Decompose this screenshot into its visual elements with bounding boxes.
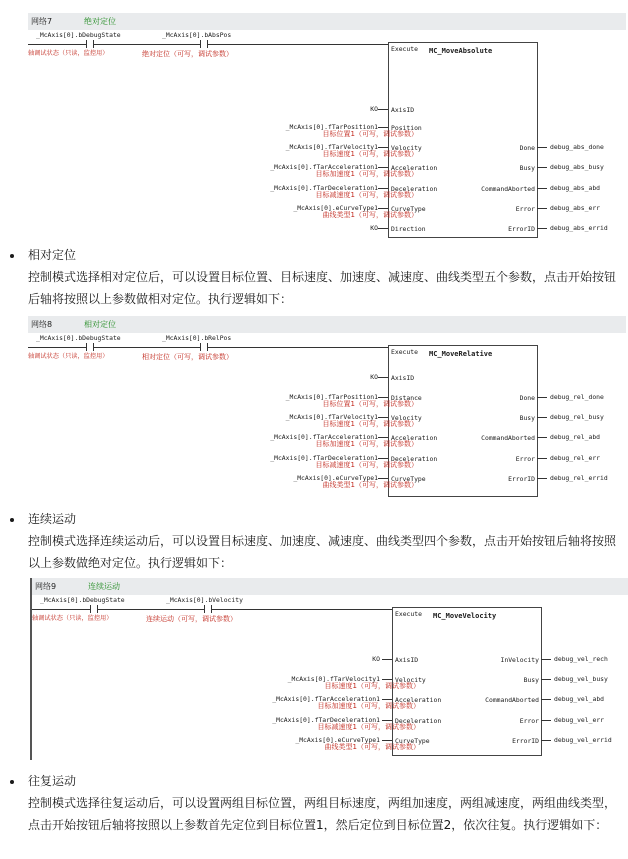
- output-var-rech: debug_vel_rech: [554, 655, 608, 663]
- section-text-continuous: 控制模式选择连续运动后，可以设置目标速度、加速度、减速度、曲线类型四个参数，点击开始按钮后轴将按照以上参数做绝对定位。执行逻辑如下：: [28, 534, 617, 570]
- input-comment-acceleration: 目标加速度1（可写，调试参数）: [317, 702, 420, 710]
- network-header: [28, 13, 626, 30]
- network-comment: 相对定位: [84, 320, 116, 329]
- contact-debug-state[interactable]: [90, 605, 98, 613]
- input-var-position: _McAxis[0].fTarPosition1: [285, 393, 378, 401]
- contact-comment-rel-pos: 相对定位（可写，调试参数）: [142, 353, 233, 361]
- output-var-busy: debug_vel_busy: [554, 675, 608, 683]
- output-var-err: debug_abs_err: [550, 204, 601, 212]
- input-var-axis: KO: [370, 373, 378, 381]
- input-var-acceleration: _McAxis[0].fTarAcceleration1: [272, 695, 380, 703]
- fb-name: MC_MoveAbsolute: [429, 47, 493, 55]
- input-comment-curvetype: 曲线类型1（可写，调试参数）: [324, 743, 420, 751]
- fb-pin-distance: Distance: [391, 394, 422, 402]
- input-var-deceleration: _McAxis[0].fTarDeceleration1: [270, 184, 378, 192]
- ladder-network-relative: [28, 316, 626, 499]
- fb-pin-commandaborted: CommandAborted: [481, 434, 535, 442]
- fb-name: MC_MoveVelocity: [433, 612, 497, 620]
- output-var-abd: debug_abs_abd: [550, 184, 601, 192]
- contact-comment-debug-state: 轴调试状态（只读，监控用）: [28, 353, 109, 360]
- output-var-err: debug_rel_err: [550, 454, 601, 462]
- network-name: 网络9: [35, 582, 57, 591]
- contact-debug-state[interactable]: [86, 343, 94, 351]
- fb-pin-acceleration: Acceleration: [395, 696, 442, 704]
- fb-pin-velocity: Velocity: [391, 414, 422, 422]
- section-title-reciprocating: 往复运动: [28, 774, 77, 788]
- fb-pin-done: Done: [519, 144, 535, 152]
- input-var-axis: KO: [370, 105, 378, 113]
- bullet-icon: [10, 780, 14, 784]
- output-var-abd: debug_rel_abd: [550, 433, 601, 441]
- section-text-reciprocating: 控制模式选择往复运动后，可以设置两组目标位置，两组目标速度，两组加速度，两组减速度，两组曲线类型，点击开始按钮后轴将按照以上参数首先定位到目标位置1，然后定位到目标位置2，依次往复。执行逻辑如下：: [28, 796, 617, 832]
- contact-abs-pos[interactable]: [200, 40, 208, 48]
- fb-pin-curvetype: CurveType: [395, 737, 430, 745]
- function-block-move-absolute[interactable]: [388, 42, 538, 238]
- fb-pin-position: Position: [391, 124, 422, 132]
- fb-pin-errorid: ErrorID: [512, 737, 539, 745]
- input-var-curvetype: _McAxis[0].eCurveType1: [293, 474, 378, 482]
- input-var-position: _McAxis[0].fTarPosition1: [285, 123, 378, 131]
- fb-pin-deceleration: Deceleration: [391, 185, 438, 193]
- input-comment-position: 目标位置1（可写，调试参数）: [322, 130, 418, 138]
- input-comment-deceleration: 目标减速度1（可写，调试参数）: [315, 191, 418, 199]
- input-var-curvetype: _McAxis[0].eCurveType1: [295, 736, 380, 744]
- output-var-errid: debug_vel_errid: [554, 736, 612, 744]
- network-comment: 绝对定位: [84, 17, 116, 26]
- network-header: [32, 578, 628, 595]
- input-comment-deceleration: 目标减速度1（可写，调试参数）: [315, 461, 418, 469]
- fb-pin-error: Error: [515, 455, 535, 463]
- fb-pin-errorid: ErrorID: [508, 225, 535, 233]
- input-comment-position: 目标位置1（可写，调试参数）: [322, 400, 418, 408]
- fb-pin-errorid: ErrorID: [508, 475, 535, 483]
- input-var-direction: KO: [370, 224, 378, 232]
- fb-pin-busy: Busy: [519, 164, 535, 172]
- fb-pin-commandaborted: CommandAborted: [485, 696, 539, 704]
- contact-comment-debug-state: 轴调试状态（只读，监控用）: [28, 50, 109, 57]
- fb-pin-busy: Busy: [523, 676, 539, 684]
- fb-pin-execute: Execute: [395, 610, 422, 618]
- section-text-relative: 控制模式选择相对定位后，可以设置目标位置、目标速度、加速度、减速度、曲线类型五个参数，点击开始按钮后轴将按照以上参数做相对定位。执行逻辑如下：: [28, 270, 617, 306]
- contact-var-debug-state: _McAxis[0].bDebugState: [36, 334, 121, 342]
- contact-var-rel-pos: _McAxis[0].bRelPos: [162, 334, 232, 342]
- fb-pin-invelocity: InVelocity: [500, 656, 539, 664]
- input-var-deceleration: _McAxis[0].fTarDeceleration1: [270, 454, 378, 462]
- network-header: [28, 316, 626, 333]
- fb-pin-error: Error: [519, 717, 539, 725]
- bullet-icon: [10, 254, 14, 258]
- contact-var-debug-state: _McAxis[0].bDebugState: [40, 596, 125, 604]
- fb-pin-execute: Execute: [391, 348, 418, 356]
- input-var-velocity: _McAxis[0].fTarVelocity1: [287, 675, 380, 683]
- fb-pin-deceleration: Deceleration: [395, 717, 442, 725]
- output-var-busy: debug_abs_busy: [550, 163, 604, 171]
- output-var-errid: debug_abs_errid: [550, 224, 608, 232]
- input-var-velocity: _McAxis[0].fTarVelocity1: [285, 143, 378, 151]
- contact-var-abs-pos: _McAxis[0].bAbsPos: [162, 31, 232, 39]
- input-var-curvetype: _McAxis[0].eCurveType1: [293, 204, 378, 212]
- contact-rel-pos[interactable]: [200, 343, 208, 351]
- output-var-errid: debug_rel_errid: [550, 474, 608, 482]
- fb-pin-curvetype: CurveType: [391, 205, 426, 213]
- fb-pin-done: Done: [519, 394, 535, 402]
- input-var-acceleration: _McAxis[0].fTarAcceleration1: [270, 433, 378, 441]
- fb-pin-curvetype: CurveType: [391, 475, 426, 483]
- fb-pin-acceleration: Acceleration: [391, 434, 438, 442]
- contact-comment-debug-state: 轴调试状态（只读，监控用）: [32, 615, 113, 622]
- fb-pin-velocity: Velocity: [395, 676, 426, 684]
- network-comment: 连续运动: [88, 582, 120, 591]
- input-comment-acceleration: 目标加速度1（可写，调试参数）: [315, 170, 418, 178]
- fb-pin-axisid: AxisID: [395, 656, 419, 664]
- fb-pin-commandaborted: CommandAborted: [481, 185, 535, 193]
- input-comment-acceleration: 目标加速度1（可写，调试参数）: [315, 440, 418, 448]
- section-title-relative: 相对定位: [28, 248, 77, 262]
- bullet-icon: [10, 518, 14, 522]
- input-var-axis: KO: [372, 655, 380, 663]
- fb-pin-execute: Execute: [391, 45, 418, 53]
- input-var-acceleration: _McAxis[0].fTarAcceleration1: [270, 163, 378, 171]
- contact-var-velocity: _McAxis[0].bVelocity: [166, 596, 243, 604]
- input-comment-velocity: 目标速度1（可写，调试参数）: [324, 682, 420, 690]
- contact-velocity[interactable]: [204, 605, 212, 613]
- fb-pin-direction: Direction: [391, 225, 426, 233]
- output-var-busy: debug_rel_busy: [550, 413, 604, 421]
- network-name: 网络8: [31, 320, 53, 329]
- contact-comment-velocity: 连续运动（可写，调试参数）: [146, 615, 237, 623]
- fb-pin-busy: Busy: [519, 414, 535, 422]
- contact-comment-abs-pos: 绝对定位（可写，调试参数）: [142, 50, 233, 58]
- input-comment-velocity: 目标速度1（可写，调试参数）: [322, 420, 418, 428]
- contact-var-debug-state: _McAxis[0].bDebugState: [36, 31, 121, 39]
- fb-pin-acceleration: Acceleration: [391, 164, 438, 172]
- input-var-velocity: _McAxis[0].fTarVelocity1: [285, 413, 378, 421]
- fb-pin-deceleration: Deceleration: [391, 455, 438, 463]
- input-comment-curvetype: 曲线类型1（可写，调试参数）: [322, 481, 418, 489]
- fb-pin-velocity: Velocity: [391, 144, 422, 152]
- network-name: 网络7: [31, 17, 53, 26]
- fb-pin-axisid: AxisID: [391, 374, 415, 382]
- output-var-done: debug_rel_done: [550, 393, 604, 401]
- section-title-continuous: 连续运动: [28, 512, 77, 526]
- fb-pin-error: Error: [515, 205, 535, 213]
- input-comment-velocity: 目标速度1（可写，调试参数）: [322, 150, 418, 158]
- output-var-abd: debug_vel_abd: [554, 695, 605, 703]
- contact-debug-state[interactable]: [86, 40, 94, 48]
- ladder-network-absolute: [28, 13, 626, 241]
- fb-name: MC_MoveRelative: [429, 350, 493, 358]
- input-comment-curvetype: 曲线类型1（可写，调试参数）: [322, 211, 418, 219]
- input-var-deceleration: _McAxis[0].fTarDeceleration1: [272, 716, 380, 724]
- fb-pin-axisid: AxisID: [391, 106, 415, 114]
- ladder-network-velocity: [30, 578, 628, 760]
- output-var-done: debug_abs_done: [550, 143, 604, 151]
- input-comment-deceleration: 目标减速度1（可写，调试参数）: [317, 723, 420, 731]
- output-var-err: debug_vel_err: [554, 716, 605, 724]
